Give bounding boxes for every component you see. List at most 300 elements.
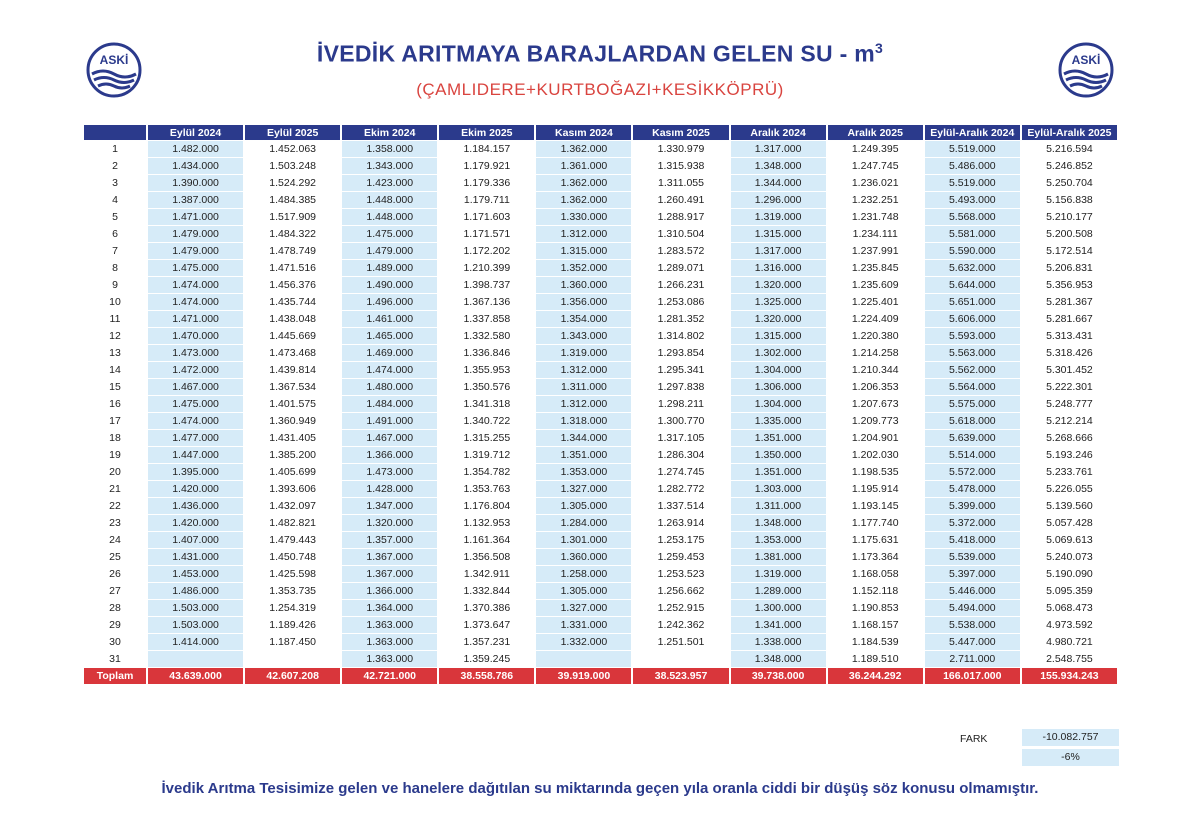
value-cell: 5.248.777 [1022, 396, 1117, 412]
value-cell: 1.436.000 [148, 498, 243, 514]
value-cell: 1.303.000 [731, 481, 826, 497]
value-cell: 5.478.000 [925, 481, 1020, 497]
value-cell: 1.366.000 [342, 447, 437, 463]
total-cell: 39.919.000 [536, 668, 631, 684]
value-cell: 1.175.631 [828, 532, 923, 548]
value-cell: 1.479.000 [148, 226, 243, 242]
value-cell: 1.320.000 [731, 277, 826, 293]
value-cell: 1.190.853 [828, 600, 923, 616]
column-header [84, 125, 146, 140]
value-cell: 1.401.575 [245, 396, 340, 412]
value-cell: 1.247.745 [828, 158, 923, 174]
value-cell: 1.356.508 [439, 549, 534, 565]
value-cell: 5.156.838 [1022, 192, 1117, 208]
value-cell: 1.288.917 [633, 209, 728, 225]
value-cell: 1.332.844 [439, 583, 534, 599]
total-cell: 42.721.000 [342, 668, 437, 684]
value-cell: 1.484.385 [245, 192, 340, 208]
value-cell: 1.207.673 [828, 396, 923, 412]
value-cell: 5.572.000 [925, 464, 1020, 480]
total-label: Toplam [84, 668, 146, 684]
day-cell: 24 [84, 532, 146, 548]
value-cell: 5.222.301 [1022, 379, 1117, 395]
logo-text: ASKİ [99, 53, 129, 67]
value-cell: 5.519.000 [925, 141, 1020, 157]
value-cell: 5.494.000 [925, 600, 1020, 616]
value-cell: 1.486.000 [148, 583, 243, 599]
value-cell: 1.479.000 [342, 243, 437, 259]
value-cell: 1.300.770 [633, 413, 728, 429]
value-cell: 1.445.669 [245, 328, 340, 344]
title-superscript: 3 [875, 40, 884, 56]
value-cell: 1.319.000 [731, 209, 826, 225]
value-cell: 1.327.000 [536, 481, 631, 497]
value-cell: 1.242.362 [633, 617, 728, 633]
value-cell: 1.168.058 [828, 566, 923, 582]
value-cell: 1.132.953 [439, 515, 534, 531]
value-cell: 5.095.359 [1022, 583, 1117, 599]
value-cell: 1.453.000 [148, 566, 243, 582]
value-cell: 1.340.722 [439, 413, 534, 429]
value-cell: 5.190.090 [1022, 566, 1117, 582]
value-cell: 5.606.000 [925, 311, 1020, 327]
value-cell: 1.473.000 [342, 464, 437, 480]
column-header: Aralık 2025 [828, 125, 923, 140]
value-cell: 1.274.745 [633, 464, 728, 480]
column-header: Ekim 2025 [439, 125, 534, 140]
total-cell: 38.558.786 [439, 668, 534, 684]
total-cell: 166.017.000 [925, 668, 1020, 684]
value-cell: 1.206.353 [828, 379, 923, 395]
value-cell: 1.152.118 [828, 583, 923, 599]
value-cell: 1.363.000 [342, 651, 437, 667]
column-header: Eylül-Aralık 2024 [925, 125, 1020, 140]
value-cell: 1.237.991 [828, 243, 923, 259]
value-cell: 5.632.000 [925, 260, 1020, 276]
table-row [84, 345, 1117, 361]
value-cell: 1.184.157 [439, 141, 534, 157]
value-cell: 1.503.248 [245, 158, 340, 174]
value-cell: 1.259.453 [633, 549, 728, 565]
table-row [84, 379, 1117, 395]
table-row [84, 498, 1117, 514]
value-cell: 1.177.740 [828, 515, 923, 531]
value-cell: 1.450.748 [245, 549, 340, 565]
value-cell: 1.289.071 [633, 260, 728, 276]
value-cell: 1.193.145 [828, 498, 923, 514]
value-cell: 1.316.000 [731, 260, 826, 276]
value-cell: 1.171.571 [439, 226, 534, 242]
value-cell: 1.282.772 [633, 481, 728, 497]
value-cell: 1.209.773 [828, 413, 923, 429]
value-cell: 1.337.514 [633, 498, 728, 514]
column-header: Eylül 2025 [245, 125, 340, 140]
day-cell: 25 [84, 549, 146, 565]
value-cell: 1.456.376 [245, 277, 340, 293]
value-cell: 1.364.000 [342, 600, 437, 616]
value-cell: 1.342.911 [439, 566, 534, 582]
value-cell: 5.206.831 [1022, 260, 1117, 276]
value-cell: 5.446.000 [925, 583, 1020, 599]
value-cell: 5.418.000 [925, 532, 1020, 548]
column-header: Kasım 2025 [633, 125, 728, 140]
value-cell: 1.173.364 [828, 549, 923, 565]
value-cell: 1.471.000 [148, 209, 243, 225]
value-cell: 1.470.000 [148, 328, 243, 344]
column-header: Ekim 2024 [342, 125, 437, 140]
value-cell: 1.301.000 [536, 532, 631, 548]
value-cell: 1.319.712 [439, 447, 534, 463]
value-cell: 1.286.304 [633, 447, 728, 463]
value-cell: 1.347.000 [342, 498, 437, 514]
value-cell: 5.644.000 [925, 277, 1020, 293]
table-row [84, 634, 1117, 650]
value-cell: 1.484.322 [245, 226, 340, 242]
value-cell: 1.312.000 [536, 396, 631, 412]
value-cell: 1.295.341 [633, 362, 728, 378]
title-text: İVEDİK ARITMAYA BARAJLARDAN GELEN SU - m [316, 40, 875, 67]
value-cell: 1.469.000 [342, 345, 437, 361]
value-cell: 1.503.000 [148, 617, 243, 633]
day-cell: 8 [84, 260, 146, 276]
column-header: Eylül-Aralık 2025 [1022, 125, 1117, 140]
value-cell: 1.344.000 [536, 430, 631, 446]
value-cell: 1.351.000 [731, 464, 826, 480]
table-row [84, 260, 1117, 276]
value-cell: 1.304.000 [731, 396, 826, 412]
day-cell: 1 [84, 141, 146, 157]
value-cell: 1.353.000 [731, 532, 826, 548]
value-cell: 5.139.560 [1022, 498, 1117, 514]
total-cell: 42.607.208 [245, 668, 340, 684]
value-cell: 5.240.073 [1022, 549, 1117, 565]
day-cell: 17 [84, 413, 146, 429]
value-cell: 1.477.000 [148, 430, 243, 446]
value-cell: 5.618.000 [925, 413, 1020, 429]
value-cell: 1.395.000 [148, 464, 243, 480]
value-cell: 1.253.086 [633, 294, 728, 310]
value-cell: 1.293.854 [633, 345, 728, 361]
table-header-row [84, 125, 1117, 140]
day-cell: 29 [84, 617, 146, 633]
day-cell: 12 [84, 328, 146, 344]
value-cell: 1.360.000 [536, 549, 631, 565]
value-cell: 1.351.000 [536, 447, 631, 463]
value-cell: 1.305.000 [536, 583, 631, 599]
value-cell: 1.479.443 [245, 532, 340, 548]
value-cell: 1.195.914 [828, 481, 923, 497]
day-cell: 7 [84, 243, 146, 259]
value-cell: 5.172.514 [1022, 243, 1117, 259]
value-cell: 1.353.735 [245, 583, 340, 599]
value-cell: 1.435.744 [245, 294, 340, 310]
value-cell: 1.176.804 [439, 498, 534, 514]
value-cell: 1.357.000 [342, 532, 437, 548]
value-cell: 1.431.405 [245, 430, 340, 446]
value-cell: 1.439.814 [245, 362, 340, 378]
value-cell: 1.332.000 [536, 634, 631, 650]
value-cell: 1.253.523 [633, 566, 728, 582]
table-row [84, 549, 1117, 565]
value-cell: 1.337.858 [439, 311, 534, 327]
value-cell: 1.214.258 [828, 345, 923, 361]
value-cell: 1.210.399 [439, 260, 534, 276]
value-cell: 5.233.761 [1022, 464, 1117, 480]
day-cell: 20 [84, 464, 146, 480]
value-cell: 1.210.344 [828, 362, 923, 378]
value-cell: 1.281.352 [633, 311, 728, 327]
table-row [84, 515, 1117, 531]
value-cell: 1.187.450 [245, 634, 340, 650]
table-row [84, 481, 1117, 497]
value-cell: 1.289.000 [731, 583, 826, 599]
value-cell: 1.311.055 [633, 175, 728, 191]
value-cell: 1.398.737 [439, 277, 534, 293]
value-cell: 1.332.580 [439, 328, 534, 344]
value-cell: 1.336.846 [439, 345, 534, 361]
value-cell: 1.327.000 [536, 600, 631, 616]
value-cell: 1.428.000 [342, 481, 437, 497]
value-cell: 1.317.000 [731, 243, 826, 259]
value-cell: 1.325.000 [731, 294, 826, 310]
table-row [84, 413, 1117, 429]
total-cell: 43.639.000 [148, 668, 243, 684]
table-row [84, 430, 1117, 446]
total-cell: 38.523.957 [633, 668, 728, 684]
column-header: Aralık 2024 [731, 125, 826, 140]
table-row [84, 294, 1117, 310]
value-cell: 1.367.534 [245, 379, 340, 395]
value-cell: 1.370.386 [439, 600, 534, 616]
value-cell: 5.318.426 [1022, 345, 1117, 361]
value-cell: 1.465.000 [342, 328, 437, 344]
value-cell: 1.367.000 [342, 549, 437, 565]
value-cell: 1.361.000 [536, 158, 631, 174]
value-cell: 1.172.202 [439, 243, 534, 259]
value-cell: 1.258.000 [536, 566, 631, 582]
value-cell: 1.355.953 [439, 362, 534, 378]
value-cell: 1.366.000 [342, 583, 437, 599]
table-row [84, 175, 1117, 191]
value-cell: 1.351.000 [731, 430, 826, 446]
value-cell: 1.367.000 [342, 566, 437, 582]
value-cell: 1.335.000 [731, 413, 826, 429]
table-row [84, 532, 1117, 548]
value-cell: 1.467.000 [342, 430, 437, 446]
value-cell: 1.478.749 [245, 243, 340, 259]
day-cell: 4 [84, 192, 146, 208]
value-cell: 1.315.938 [633, 158, 728, 174]
value-cell: 5.069.613 [1022, 532, 1117, 548]
value-cell: 1.354.000 [536, 311, 631, 327]
fark-label: FARK [960, 733, 988, 745]
page-subtitle: (ÇAMLIDERE+KURTBOĞAZI+KESİKKÖPRÜ) [416, 80, 784, 99]
day-cell: 27 [84, 583, 146, 599]
value-cell: 1.381.000 [731, 549, 826, 565]
value-cell: 1.311.000 [536, 379, 631, 395]
total-cell: 155.934.243 [1022, 668, 1117, 684]
table-row [84, 617, 1117, 633]
value-cell: 1.363.000 [342, 617, 437, 633]
value-cell: 1.350.000 [731, 447, 826, 463]
value-cell: 1.448.000 [342, 209, 437, 225]
value-cell: 4.980.721 [1022, 634, 1117, 650]
value-cell: 1.348.000 [731, 651, 826, 667]
value-cell: 1.310.504 [633, 226, 728, 242]
value-cell: 1.161.364 [439, 532, 534, 548]
value-cell: 1.420.000 [148, 515, 243, 531]
value-cell: 1.360.000 [536, 277, 631, 293]
value-cell: 1.482.000 [148, 141, 243, 157]
value-cell: 1.318.000 [536, 413, 631, 429]
value-cell: 1.475.000 [148, 396, 243, 412]
value-cell: 1.305.000 [536, 498, 631, 514]
value-cell: 5.563.000 [925, 345, 1020, 361]
column-header: Eylül 2024 [148, 125, 243, 140]
day-cell: 31 [84, 651, 146, 667]
value-cell: 1.338.000 [731, 634, 826, 650]
table-row [84, 447, 1117, 463]
table-row [84, 566, 1117, 582]
value-cell: 1.407.000 [148, 532, 243, 548]
table-row [84, 141, 1117, 157]
value-cell: 1.315.255 [439, 430, 534, 446]
value-cell: 1.356.000 [536, 294, 631, 310]
day-cell: 28 [84, 600, 146, 616]
value-cell: 5.250.704 [1022, 175, 1117, 191]
value-cell: 1.260.491 [633, 192, 728, 208]
value-cell: 1.343.000 [536, 328, 631, 344]
table-row [84, 311, 1117, 327]
value-cell: 1.304.000 [731, 362, 826, 378]
value-cell: 1.251.501 [633, 634, 728, 650]
value-cell: 1.420.000 [148, 481, 243, 497]
value-cell: 1.330.979 [633, 141, 728, 157]
value-cell: 1.423.000 [342, 175, 437, 191]
logo-text: ASKİ [1071, 53, 1101, 67]
value-cell: 1.284.000 [536, 515, 631, 531]
value-cell: 5.301.452 [1022, 362, 1117, 378]
value-cell: 5.486.000 [925, 158, 1020, 174]
table-row [84, 396, 1117, 412]
value-cell: 1.480.000 [342, 379, 437, 395]
value-cell: 5.575.000 [925, 396, 1020, 412]
day-cell: 23 [84, 515, 146, 531]
value-cell: 5.639.000 [925, 430, 1020, 446]
value-cell: 1.489.000 [342, 260, 437, 276]
value-cell: 5.193.246 [1022, 447, 1117, 463]
total-cell: 36.244.292 [828, 668, 923, 684]
value-cell: 1.234.111 [828, 226, 923, 242]
value-cell: 1.350.576 [439, 379, 534, 395]
value-cell: 1.256.662 [633, 583, 728, 599]
value-cell: 1.461.000 [342, 311, 437, 327]
value-cell: 1.414.000 [148, 634, 243, 650]
value-cell: 1.330.000 [536, 209, 631, 225]
value-cell: 5.246.852 [1022, 158, 1117, 174]
day-cell: 2 [84, 158, 146, 174]
value-cell: 1.225.401 [828, 294, 923, 310]
value-cell: 5.057.428 [1022, 515, 1117, 531]
table-row [84, 243, 1117, 259]
value-cell: 1.319.000 [536, 345, 631, 361]
value-cell: 5.519.000 [925, 175, 1020, 191]
value-cell: 1.311.000 [731, 498, 826, 514]
value-cell: 1.296.000 [731, 192, 826, 208]
value-cell: 1.306.000 [731, 379, 826, 395]
value-cell [536, 651, 631, 667]
value-cell: 5.399.000 [925, 498, 1020, 514]
footer-note: İvedik Arıtma Tesisimize gelen ve hanelere dağıtılan su miktarında geçen yıla oranla ciddi bir düşüş söz konusu olmamıştır. [161, 780, 1039, 797]
value-cell: 1.431.000 [148, 549, 243, 565]
value-cell: 1.320.000 [731, 311, 826, 327]
value-cell: 1.471.000 [148, 311, 243, 327]
value-cell: 1.232.251 [828, 192, 923, 208]
value-cell: 1.473.468 [245, 345, 340, 361]
value-cell [633, 651, 728, 667]
total-row [84, 668, 1117, 684]
value-cell: 5.514.000 [925, 447, 1020, 463]
value-cell: 1.362.000 [536, 141, 631, 157]
table-body [84, 141, 1117, 684]
value-cell: 1.319.000 [731, 566, 826, 582]
value-cell: 1.202.030 [828, 447, 923, 463]
fark-percent: -6% [1022, 749, 1119, 766]
fark-value: -10.082.757 [1022, 729, 1119, 746]
value-cell: 1.448.000 [342, 192, 437, 208]
value-cell: 1.236.021 [828, 175, 923, 191]
value-cell: 1.474.000 [148, 294, 243, 310]
value-cell: 5.539.000 [925, 549, 1020, 565]
value-cell: 5.593.000 [925, 328, 1020, 344]
value-cell: 1.315.000 [731, 328, 826, 344]
value-cell: 1.405.699 [245, 464, 340, 480]
value-cell: 1.171.603 [439, 209, 534, 225]
value-cell: 1.253.175 [633, 532, 728, 548]
value-cell: 5.447.000 [925, 634, 1020, 650]
value-cell: 1.320.000 [342, 515, 437, 531]
value-cell: 1.315.000 [731, 226, 826, 242]
day-cell: 18 [84, 430, 146, 446]
value-cell: 1.353.000 [536, 464, 631, 480]
value-cell: 1.474.000 [148, 413, 243, 429]
value-cell: 1.204.901 [828, 430, 923, 446]
value-cell: 1.312.000 [536, 226, 631, 242]
value-cell: 1.252.915 [633, 600, 728, 616]
value-cell [245, 651, 340, 667]
value-cell: 1.387.000 [148, 192, 243, 208]
value-cell: 1.432.097 [245, 498, 340, 514]
value-cell: 1.362.000 [536, 192, 631, 208]
value-cell: 5.216.594 [1022, 141, 1117, 157]
value-cell: 1.302.000 [731, 345, 826, 361]
value-cell: 5.538.000 [925, 617, 1020, 633]
value-cell: 2.548.755 [1022, 651, 1117, 667]
value-cell: 1.249.395 [828, 141, 923, 157]
value-cell: 1.263.914 [633, 515, 728, 531]
value-cell: 5.281.367 [1022, 294, 1117, 310]
value-cell: 1.393.606 [245, 481, 340, 497]
value-cell: 1.447.000 [148, 447, 243, 463]
value-cell: 5.581.000 [925, 226, 1020, 242]
value-cell: 1.479.000 [148, 243, 243, 259]
value-cell: 1.467.000 [148, 379, 243, 395]
value-cell: 1.367.136 [439, 294, 534, 310]
value-cell: 1.224.409 [828, 311, 923, 327]
value-cell: 1.179.711 [439, 192, 534, 208]
table-row [84, 464, 1117, 480]
value-cell: 1.179.336 [439, 175, 534, 191]
